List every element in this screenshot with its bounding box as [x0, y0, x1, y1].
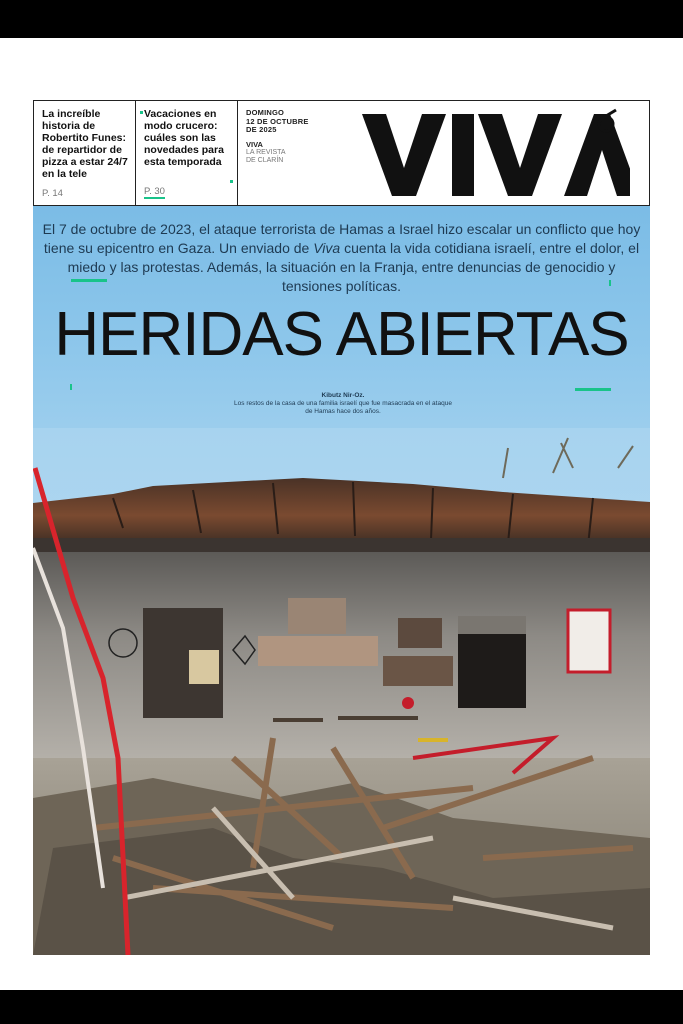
- accent-dash: [71, 279, 107, 282]
- masthead: [33, 100, 650, 206]
- accent-mark: [230, 180, 233, 183]
- accent-mark: [140, 111, 143, 114]
- teaser-box-1[interactable]: [34, 101, 136, 205]
- caption-title: Kibutz Nir-Oz.: [321, 392, 365, 399]
- accent-tick: [70, 384, 72, 390]
- accent-dash: [575, 388, 611, 391]
- top-black-bar: [0, 0, 683, 38]
- cover-photo: [33, 428, 650, 955]
- caption-text: Los restos de la casa de una familia israelí que fue masacrada en el ataque de Hamas hace dos años.: [234, 400, 452, 415]
- bottom-black-bar: [0, 990, 683, 1024]
- cover-headline: HERIDAS ABIERTAS: [54, 300, 629, 369]
- teaser-box-2[interactable]: [136, 101, 238, 205]
- date-value: 12 DE OCTUBRE: [246, 116, 309, 126]
- date-day: DOMINGO: [246, 108, 285, 117]
- teaser-page-number: P. 14: [42, 188, 63, 199]
- brand-small: VIVA: [246, 139, 263, 149]
- teaser-title: La increíble historia de Robertito Funes: de repartidor de pizza a estar 24/7 en la tele: [42, 108, 128, 180]
- teaser-page-number: P. 30: [144, 186, 165, 197]
- date-year: DE 2025: [246, 125, 277, 134]
- burned-house-illustration: [33, 428, 650, 955]
- brand-sub-1: LA REVISTA: [246, 149, 286, 156]
- date-block: [238, 101, 358, 205]
- intro-text: cuenta la vida cotidiana israelí, entre el dolor, el miedo y las protestas. Además, la situación en la Franja, entre denuncias de genocidio y tensiones políticas.: [67, 240, 640, 294]
- teaser-title: Vacaciones en modo crucero: cuáles son las novedades para esta temporada: [144, 108, 224, 168]
- viva-logo: [358, 101, 649, 205]
- magazine-cover: [0, 38, 683, 990]
- brand-sub-2: DE CLARÍN: [246, 157, 284, 164]
- photo-caption: [233, 392, 453, 416]
- accent-tick: [609, 280, 611, 286]
- viva-logo-mark: [360, 106, 630, 202]
- intro-italic: Viva: [313, 240, 341, 256]
- intro-text: El 7 de octubre de 2023, el ataque terrorista de Hamas a Israel hizo escalar un conflicto que hoy tiene su epicentro en Gaza. Un enviado de: [42, 221, 641, 256]
- cover-intro: [33, 220, 650, 296]
